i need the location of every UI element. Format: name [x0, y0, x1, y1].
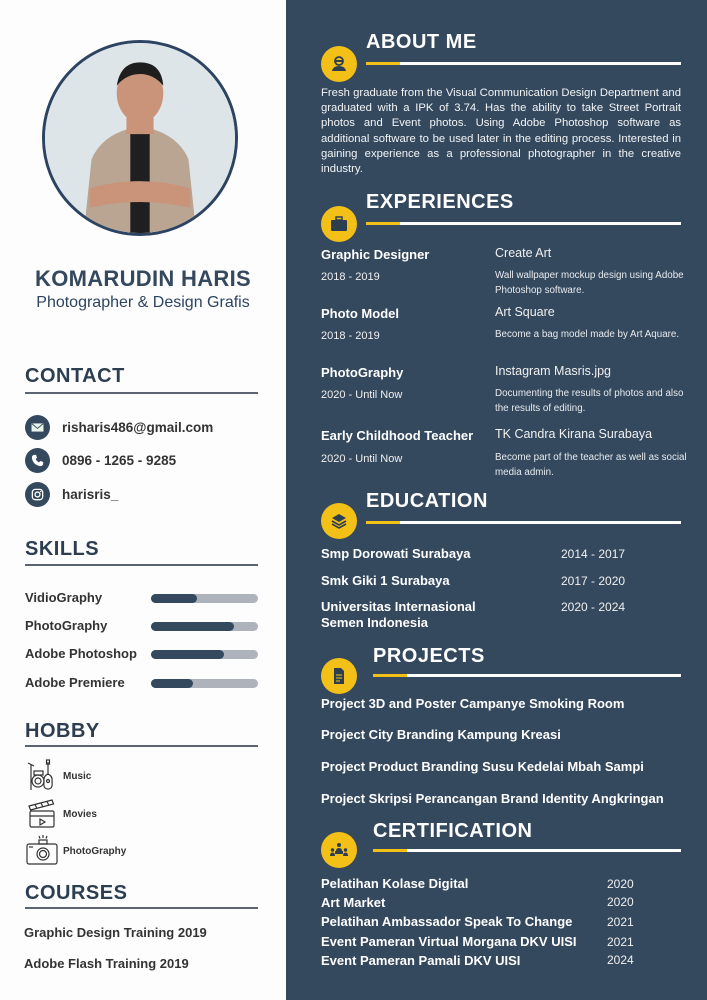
skill-row: [25, 646, 258, 662]
education-years: 2020 - 2024: [561, 600, 626, 614]
experiences-section-icon: [321, 206, 357, 242]
education-school: Universitas Internasional Semen Indonesia: [321, 599, 476, 630]
skill-label: Adobe Premiere: [25, 675, 125, 690]
experience-description: Wall wallpaper mockup design using Adobe Photoshop software.: [495, 270, 684, 296]
skills-heading: SKILLS: [25, 538, 100, 560]
phone-text: 0896 - 1265 - 9285: [62, 452, 177, 468]
contact-email[interactable]: [25, 414, 213, 440]
certification-name: Art Market: [321, 895, 386, 910]
contact-heading: CONTACT: [25, 365, 125, 387]
email-icon: [25, 415, 50, 440]
experience-date: 2020 - Until Now: [321, 453, 403, 465]
skill-label: PhotoGraphy: [25, 618, 108, 633]
person-icon: [328, 53, 350, 75]
experience-company: Instagram Masris.jpg: [495, 364, 612, 378]
hobby-photography: [25, 834, 126, 868]
experience-date: 2018 - 2019: [321, 330, 380, 342]
courses-heading: COURSES: [25, 882, 128, 904]
certification-heading: CERTIFICATION: [373, 820, 533, 842]
experience-date: 2018 - 2019: [321, 271, 380, 283]
certification-name: Event Pameran Pamali DKV UISI: [321, 953, 521, 968]
experience-description: Documenting the results of photos and also the results of editing.: [495, 388, 684, 414]
certification-year: 2020: [607, 877, 634, 891]
education-years: 2017 - 2020: [561, 574, 626, 588]
document-icon: [328, 665, 350, 687]
instagram-text: harisris_: [62, 486, 119, 502]
hobby-heading: HOBBY: [25, 720, 100, 742]
meeting-icon: [328, 839, 350, 861]
education-divider: [366, 521, 681, 524]
certification-section-icon: [321, 832, 357, 868]
project-item: Project 3D and Poster Campanye Smoking Room: [321, 696, 625, 711]
about-divider: [366, 62, 681, 65]
skill-label: Adobe Photoshop: [25, 646, 137, 661]
project-item: Project City Branding Kampung Kreasi: [321, 727, 561, 742]
education-years: 2014 - 2017: [561, 547, 626, 561]
certification-divider: [373, 849, 681, 852]
hobby-label: PhotoGraphy: [63, 845, 127, 857]
skill-label: VidioGraphy: [25, 590, 103, 605]
experience-company: Art Square: [495, 305, 555, 319]
certification-year: 2020: [607, 895, 634, 909]
experience-description: Become part of the teacher as well as social media admin.: [495, 452, 687, 478]
hobby-divider: [25, 745, 258, 747]
education-school: Smk Giki 1 Surabaya: [321, 573, 450, 588]
phone-icon: [25, 448, 50, 473]
contact-divider: [25, 392, 258, 394]
project-item: Project Product Branding Susu Kedelai Mbah Sampi: [321, 759, 644, 774]
email-text: risharis486@gmail.com: [62, 419, 214, 435]
certification-year: 2021: [607, 935, 634, 949]
course-item: Graphic Design Training 2019: [24, 925, 207, 940]
education-heading: EDUCATION: [366, 490, 488, 512]
briefcase-icon: [328, 213, 350, 235]
projects-heading: PROJECTS: [373, 645, 485, 667]
skill-bar-fill: [151, 650, 224, 659]
experience-title: Early Childhood Teacher: [321, 428, 474, 443]
experience-company: TK Candra Kirana Surabaya: [495, 427, 653, 441]
experience-description: Become a bag model made by Art Aquare.: [495, 329, 680, 340]
left-column: [0, 0, 286, 1000]
experience-title: PhotoGraphy: [321, 365, 404, 380]
skill-bar-fill: [151, 594, 197, 603]
profile-name: KOMARUDIN HARIS: [35, 266, 251, 291]
hobby-label: Movies: [63, 808, 97, 820]
certification-name: Pelatihan Ambassador Speak To Change: [321, 914, 573, 929]
experiences-heading: EXPERIENCES: [366, 191, 514, 213]
project-item: Project Skripsi Perancangan Brand Identity Angkringan: [321, 791, 664, 806]
certification-name: Pelatihan Kolase Digital: [321, 876, 469, 891]
camera-icon: [25, 834, 59, 868]
experience-date: 2020 - Until Now: [321, 389, 403, 401]
projects-section-icon: [321, 658, 357, 694]
skill-bar-fill: [151, 679, 193, 688]
skill-bar-fill: [151, 622, 234, 631]
certification-year: 2024: [607, 953, 634, 967]
experiences-divider: [366, 222, 681, 225]
certification-year: 2021: [607, 915, 634, 929]
contact-phone[interactable]: [25, 447, 176, 473]
profile-photo: [42, 40, 238, 236]
contact-instagram[interactable]: [25, 481, 118, 507]
instagram-icon: [25, 482, 50, 507]
skills-divider: [25, 564, 258, 566]
skill-bar: [151, 622, 258, 631]
layers-icon: [328, 510, 350, 532]
hobby-music: [25, 759, 91, 793]
profile-role: Photographer & Design Grafis: [36, 294, 250, 311]
education-school: Smp Dorowati Surabaya: [321, 546, 471, 561]
about-text: Fresh graduate from the Visual Communication Design Department and graduated with a IPK of 3.74. Has the ability to take Street Portrait photos and Event photos. Using Adobe Photoshop software as additional software to be used later in the editing process. Interested in gaining experience as a professional photographer in the creative industry.: [321, 87, 681, 176]
hobby-movies: [25, 797, 97, 831]
skill-bar: [151, 594, 258, 603]
skill-row: [25, 618, 258, 634]
experience-title: Photo Model: [321, 306, 399, 321]
hobby-label: Music: [63, 770, 92, 782]
skill-bar: [151, 650, 258, 659]
skill-bar: [151, 679, 258, 688]
music-icon: [25, 759, 59, 793]
experience-title: Graphic Designer: [321, 247, 430, 262]
about-section-icon: [321, 46, 357, 82]
certification-name: Event Pameran Virtual Morgana DKV UISI: [321, 934, 577, 949]
education-section-icon: [321, 503, 357, 539]
about-heading: ABOUT ME: [366, 31, 477, 53]
projects-divider: [373, 674, 681, 677]
movie-clapper-icon: [25, 797, 59, 831]
skill-row: [25, 590, 258, 606]
experience-company: Create Art: [495, 246, 552, 260]
courses-divider: [25, 907, 258, 909]
skill-row: [25, 675, 258, 691]
portrait-image: [45, 43, 235, 233]
course-item: Adobe Flash Training 2019: [24, 956, 189, 971]
